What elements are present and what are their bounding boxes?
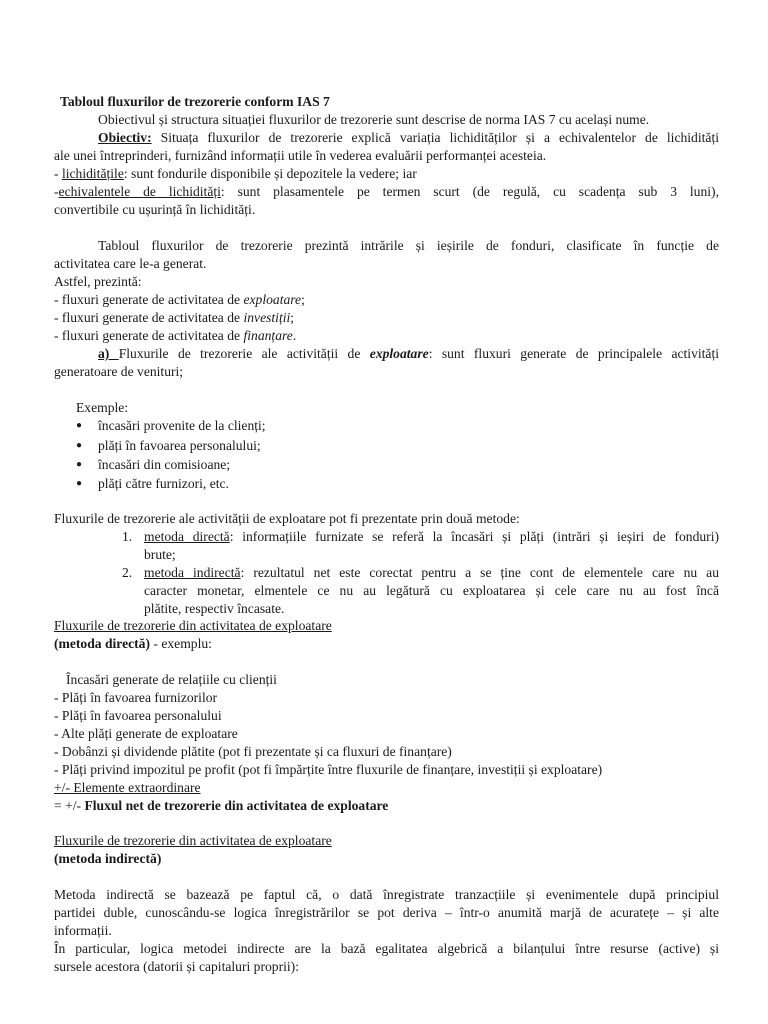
- definition-liquidity: - lichiditățile: sunt fondurile disponibile și depozitele la vedere; iar: [54, 166, 417, 181]
- indirect-paragraph-2: În particular, logica metodei indirecte are la bază egalitatea algebrică a bilanțului între resurse (active) și: [54, 941, 719, 956]
- indirect-paragraph-1-line3: informații.: [54, 923, 112, 938]
- definition-equivalents-line2: convertibile cu ușurință în lichidități.: [54, 202, 256, 217]
- cash-flow-line: - Dobânzi și dividende plătite (pot fi prezentate și ca fluxuri de finanțare): [54, 744, 452, 759]
- bullet-icon: ●: [76, 459, 83, 470]
- net-cash-flow-result: = +/- Fluxul net de trezorerie din activitatea de exploatare: [54, 798, 389, 813]
- section-a-line2: generatoare de venituri;: [54, 364, 184, 379]
- example-item: ● încasări provenite de la clienți;: [76, 418, 266, 433]
- objective-line2: ale unei întreprinderi, furnizând informații utile în vederea evaluării performanței acesteia.: [54, 148, 547, 163]
- method-item-direct-line2: brute;: [144, 547, 176, 562]
- examples-heading: Exemple:: [76, 400, 129, 415]
- objective-paragraph: Obiectiv: Situața fluxurilor de trezorerie explică variația lichidităților și a echivalentelor de lichidități: [98, 130, 719, 145]
- cash-flow-line: - Plăți în favoarea personalului: [54, 708, 222, 723]
- flow-item: - fluxuri generate de activitatea de investiții;: [54, 310, 295, 325]
- overview-line2: activitatea care le-a generat.: [54, 256, 207, 271]
- cash-flow-line: - Plăți în favoarea furnizorilor: [54, 690, 218, 705]
- method-item-direct: 1. metoda directă: informațiile furnizate se referă la încasări și plăți (intrări și ieșiri de fonduri): [122, 529, 720, 544]
- method-item-indirect: 2. metoda indirectă: rezultatul net este corectat pentru a se ține cont de elementele care nu au: [122, 565, 719, 580]
- intro-paragraph: Obiectivul și structura situației fluxurilor de trezorerie sunt descrise de norma IAS 7 cu același nume.: [98, 112, 650, 127]
- example-item: ● plăți în favoarea personalului;: [76, 438, 261, 453]
- bullet-icon: ●: [76, 478, 83, 489]
- overview-line3: Astfel, prezintă:: [54, 274, 142, 289]
- indirect-paragraph-1-line2: partidei duble, cunoscându-se logica înregistrărilor se pot deriva – într-o anumită marjă de acuratețe – și alte: [54, 905, 719, 920]
- overview-paragraph: Tabloul fluxurilor de trezorerie prezintă intrările și ieșirile de fonduri, clasificate în funcție de: [98, 238, 719, 253]
- indirect-section-heading: Fluxurile de trezorerie din activitatea de exploatare: [54, 833, 332, 848]
- method-item-indirect-line2: caracter monetar, elmentele ce nu au legătură cu exploatarea și cele care nu au fost încă: [144, 583, 719, 598]
- extraordinary-items: +/- Elemente extraordinare: [54, 780, 201, 795]
- liquidity-term: lichiditățile: [61, 166, 124, 181]
- definition-equivalents: -echivalentele de lichidități: sunt plasamentele pe termen scurt (de regulă, cu scadența sub 3 luni),: [54, 184, 719, 199]
- document-title: Tabloul fluxurilor de trezorerie conform IAS 7: [60, 94, 330, 109]
- flow-item: - fluxuri generate de activitatea de finanțare.: [54, 328, 297, 343]
- objective-label: Obiectiv:: [98, 130, 152, 145]
- methods-intro: Fluxurile de trezorerie ale activității de exploatare pot fi prezentate prin două metode:: [54, 511, 520, 526]
- cash-flow-line: - Alte plăți generate de exploatare: [54, 726, 238, 741]
- cash-flow-line: - Plăți privind impozitul pe profit (pot fi împărțite între fluxurile de finanțare, investiții și exploatare): [54, 762, 603, 777]
- cash-flow-line: Încasări generate de relațiile cu clienții: [66, 672, 277, 687]
- bullet-icon: ●: [76, 420, 83, 431]
- bullet-icon: ●: [76, 440, 83, 451]
- direct-method-label: (metoda directă) - exemplu:: [54, 636, 212, 651]
- section-a-label: a): [98, 346, 119, 361]
- example-item: ● plăți către furnizori, etc.: [76, 476, 229, 491]
- indirect-paragraph-2-line2: sursele acestora (datorii și capitaluri proprii):: [54, 959, 299, 974]
- indirect-paragraph-1: Metoda indirectă se bazează pe faptul că, o dată înregistrate tranzacțiile și evenimentele după principiul: [54, 887, 719, 902]
- indirect-method-label: (metoda indirectă): [54, 851, 162, 866]
- equivalents-term: echivalentele de lichidități: [58, 184, 221, 199]
- flow-item: - fluxuri generate de activitatea de exploatare;: [54, 292, 305, 307]
- method-item-indirect-line3: plătite, respectiv încasate.: [144, 601, 285, 616]
- section-a-paragraph: a) Fluxurile de trezorerie ale activității de exploatare: sunt fluxuri generate de principalele activități: [98, 346, 720, 361]
- example-item: ● încasări din comisioane;: [76, 457, 231, 472]
- direct-section-heading: Fluxurile de trezorerie din activitatea de exploatare: [54, 618, 332, 633]
